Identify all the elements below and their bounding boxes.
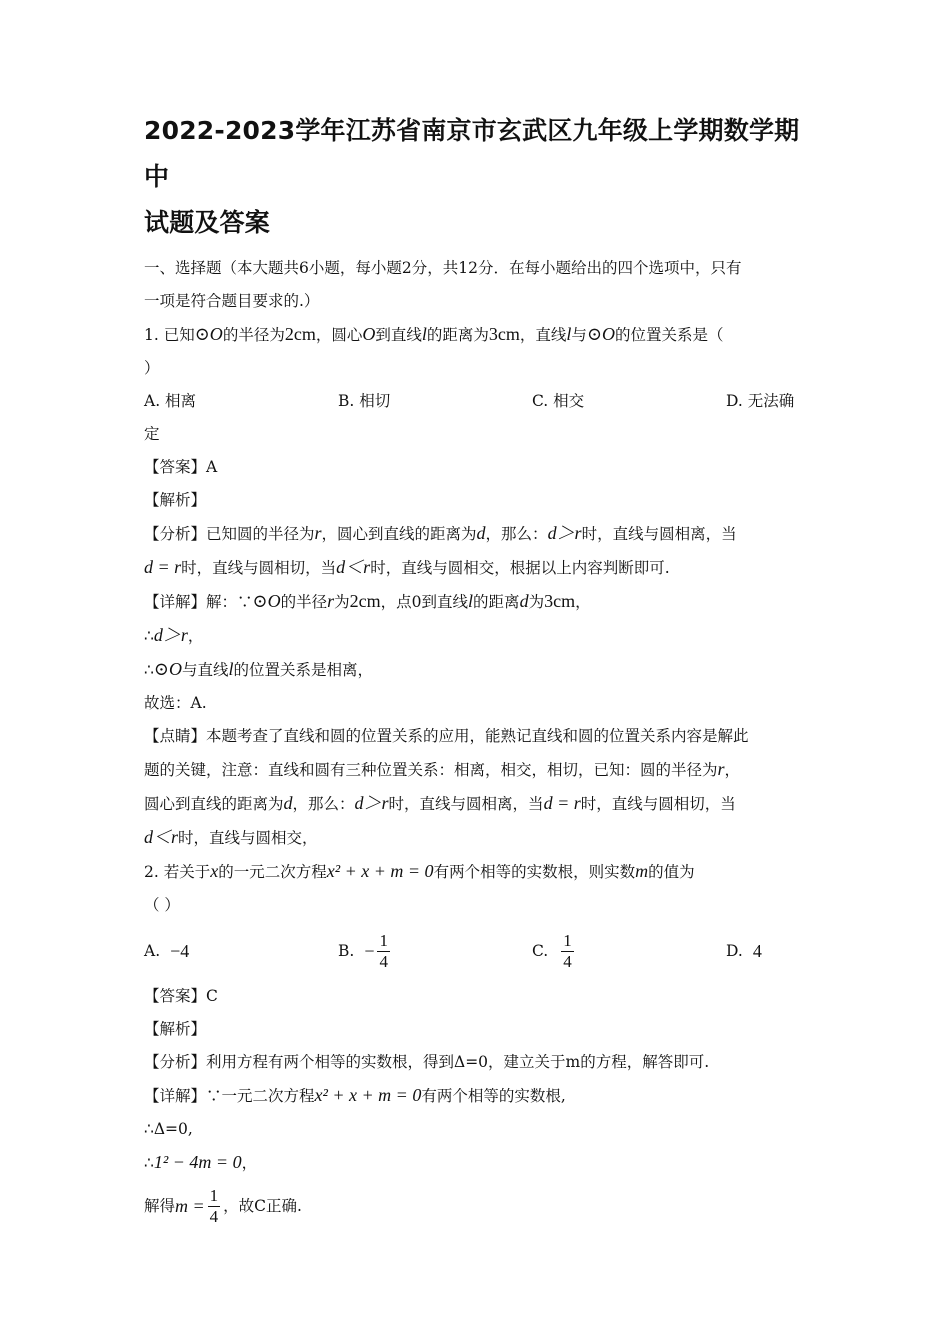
detail-2-step-1: ∴Δ=0, — [144, 1120, 193, 1138]
fraction: $\frac{1}{4}$ — [379, 930, 388, 971]
question-1-options — [144, 385, 806, 418]
analysis-tag-2: 【解析】 — [144, 1020, 207, 1038]
document-page — [144, 108, 806, 1232]
analysis-tag-1: 【解析】 — [144, 491, 207, 509]
section-heading-2: 一项是符合题目要求的.） — [144, 292, 320, 310]
detail-1-line-1: 【详解】解：∵⊙O的半径r为2cm，点0到直线l的距离d为3cm， — [144, 591, 591, 611]
option-a: A. −4 — [144, 940, 190, 961]
question-2-options — [144, 922, 806, 980]
question-2-stem: 2. 若关于x的一元二次方程x² + x + m = 0有两个相等的实数根，则实数m的值为 — [144, 861, 695, 881]
title-line-1: 2022-2023学年江苏省南京市玄武区九年级上学期数学期中 — [144, 116, 800, 191]
option-b: B. 相切 — [338, 392, 391, 410]
detail-1-step-2: ∴⊙O与直线l的位置关系是相离， — [144, 659, 374, 679]
analysis-2: 【分析】利用方程有两个相等的实数根，得到Δ=0，建立关于m的方程，解答即可. — [144, 1053, 710, 1071]
comment-1-line-1: 【点睛】本题考查了直线和圆的位置关系的应用，能熟记直线和圆的位置关系内容是解此 — [144, 727, 749, 745]
detail-2-step-2: ∴1² − 4m = 0， — [144, 1152, 258, 1172]
option-a: A. 相离 — [144, 392, 197, 410]
detail-2-step-3: 解得 m = $\frac{1}{4}$ ，故C正确. — [144, 1185, 302, 1226]
document-title — [144, 108, 806, 246]
analysis-1-line-2: d = r时，直线与圆相切，当d＜r时，直线与圆相交，根据以上内容判断即可. — [144, 557, 670, 577]
detail-2-line-1: 【详解】∵一元二次方程x² + x + m = 0有两个相等的实数根, — [144, 1085, 566, 1105]
analysis-1-line-1: 【分析】已知圆的半径为r，圆心到直线的距离为d，那么：d＞r时，直线与圆相离，当 — [144, 523, 737, 543]
detail-1-selection: 故选：A. — [144, 694, 207, 712]
option-b: B. − $\frac{1}{4}$ — [338, 930, 388, 971]
option-c: C. 相交 — [532, 392, 585, 410]
fraction: $\frac{1}{4}$ — [209, 1185, 219, 1226]
fraction: $\frac{1}{4}$ — [563, 930, 572, 971]
title-line-2: 试题及答案 — [144, 208, 271, 237]
question-2-paren: （ ） — [144, 896, 180, 914]
detail-1-step-1: ∴d＞r， — [144, 625, 204, 645]
answer-2: 【答案】C — [144, 987, 218, 1005]
option-c: C. $\frac{1}{4}$ — [532, 930, 572, 971]
question-1-stem: 1. 已知⊙O的半径为2cm，圆心O到直线l的距离为3cm，直线l与⊙O的位置关系是（ — [144, 324, 724, 344]
comment-1-line-4: d＜r时，直线与圆相交， — [144, 827, 318, 847]
comment-1-line-3: 圆心到直线的距离为d，那么：d＞r时，直线与圆相离，当d = r时，直线与圆相切，当 — [144, 793, 736, 813]
section-heading-1: 一、选择题（本大题共6小题，每小题2分，共12分．在每小题给出的四个选项中，只有 — [144, 259, 742, 277]
question-1-close-paren: ） — [144, 359, 160, 377]
option-d: D. 无法确 — [726, 392, 795, 410]
option-d-tail: 定 — [144, 425, 160, 443]
answer-1: 【答案】A — [144, 458, 218, 476]
option-d: D. 4 — [726, 940, 762, 961]
comment-1-line-2: 题的关键，注意：直线和圆有三种位置关系：相离，相交，相切，已知：圆的半径为r， — [144, 759, 741, 779]
